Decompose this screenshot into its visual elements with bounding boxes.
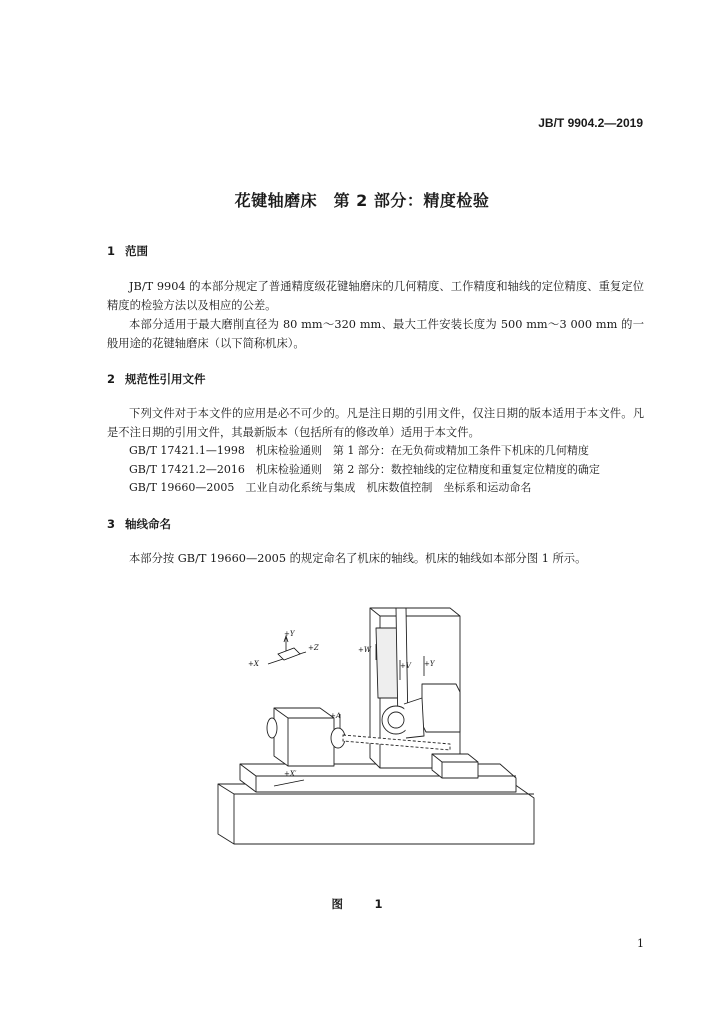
section-1-heading xyxy=(107,243,148,259)
reference-item: GB/T 19660—2005 工业自动化系统与集成 机床数值控制 坐标系和运动命名 xyxy=(129,481,532,494)
section-title: 规范性引用文件 xyxy=(125,372,206,386)
section-number: 2 xyxy=(107,372,116,386)
axis-label-v: +V xyxy=(400,662,411,670)
machine-axes-figure xyxy=(210,598,540,870)
axis-label-w: +W xyxy=(358,646,372,654)
section-title: 范围 xyxy=(125,244,148,258)
axis-label-y: +Y xyxy=(284,630,295,638)
headstock xyxy=(274,708,334,766)
reference-item: GB/T 17421.2—2016 机床检验通则 第 2 部分：数控轴线的定位精度和重复定位精度的确定 xyxy=(129,463,600,476)
page-title: 花键轴磨床 第 2 部分：精度检验 xyxy=(234,191,490,210)
page-number: 1 xyxy=(637,937,644,950)
axis-label-x: +X xyxy=(248,660,259,668)
section-number: 1 xyxy=(107,244,116,258)
reference-item: GB/T 17421.1—1998 机床检验通则 第 1 部分：在无负荷或精加工条件下机床的几何精度 xyxy=(129,444,589,457)
machine-base xyxy=(218,784,534,844)
section-3-paragraph-1: 本部分按 GB/T 19660—2005 的规定命名了机床的轴线。机床的轴线如本部分图 1 所示。 xyxy=(129,552,587,565)
section-number: 3 xyxy=(107,517,116,531)
section-title: 轴线命名 xyxy=(125,517,171,531)
section-3-heading xyxy=(107,516,171,532)
axis-label-z: +Z xyxy=(308,644,319,652)
axis-label-y2: +Y xyxy=(424,660,435,668)
document-code: JB/T 9904.2—2019 xyxy=(538,116,643,130)
section-2-paragraph-1: 下列文件对于本文件的应用是必不可少的。凡是注日期的引用文件，仅注日期的版本适用于本文件。凡是不注日期的引用文件，其最新版本（包括所有的修改单）适用于本文件。 xyxy=(107,407,644,439)
machine-drawing xyxy=(210,598,540,870)
axis-label-a: +A xyxy=(330,712,341,720)
section-2-heading xyxy=(107,371,206,387)
tailstock xyxy=(432,754,478,778)
section-1-paragraph-1: JB/T 9904 的本部分规定了普通精度级花键轴磨床的几何精度、工作精度和轴线的定位精度、重复定位精度的检验方法以及相应的公差。 xyxy=(107,280,644,312)
axis-label-x-prime: +X′ xyxy=(284,770,297,778)
figure-caption: 图 1 xyxy=(331,897,393,911)
section-1-paragraph-2: 本部分适用于最大磨削直径为 80 mm～320 mm、最大工件安装长度为 500 mm～3 000 mm 的一般用途的花键轴磨床（以下简称机床）。 xyxy=(107,318,644,350)
